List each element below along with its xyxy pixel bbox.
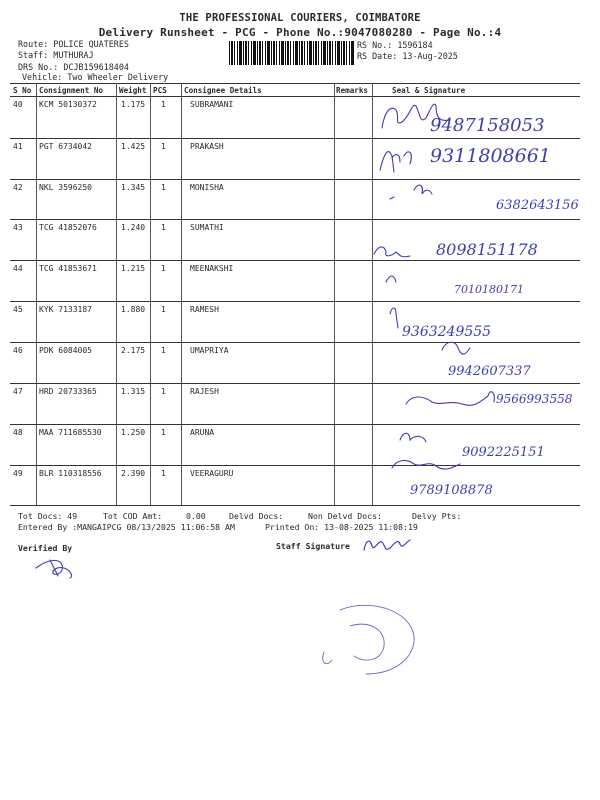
row-weight: 1.250	[121, 428, 146, 437]
row-weight: 2.175	[121, 346, 146, 355]
signature-phone: 9942607337	[448, 364, 531, 379]
barcode	[229, 41, 354, 65]
signature-phone: 9311808661	[430, 145, 551, 167]
verified-by-signature	[30, 552, 80, 582]
column-header-seal-signature: Seal & Signature	[392, 86, 466, 95]
row-sno: 48	[13, 428, 23, 437]
row-consignment-no: NKL 3596250	[39, 183, 92, 192]
signature-phone: 9487158053	[430, 115, 545, 136]
row-pcs: 1	[161, 100, 166, 109]
rs-date: RS Date: 13-Aug-2025	[357, 51, 458, 61]
row-sno: 41	[13, 142, 23, 151]
row-sno: 49	[13, 469, 23, 478]
row-consignee: SUMATHI	[190, 223, 224, 232]
row-pcs: 1	[161, 305, 166, 314]
staff-signature-label: Staff Signature	[276, 541, 350, 551]
row-pcs: 1	[161, 223, 166, 232]
signature-phone: 9789108878	[410, 483, 493, 498]
signature-scribbles	[370, 96, 580, 506]
row-pcs: 1	[161, 469, 166, 478]
row-pcs: 1	[161, 387, 166, 396]
company-title: THE PROFESSIONAL COURIERS, COIMBATORE	[179, 12, 421, 24]
row-weight: 2.390	[121, 469, 146, 478]
total-docs: Tot Docs: 49	[18, 511, 78, 521]
row-consignee: VEERAGURU	[190, 469, 234, 478]
row-sno: 42	[13, 183, 23, 192]
stamp-impression	[310, 600, 420, 680]
row-pcs: 1	[161, 346, 166, 355]
row-consignment-no: PDK 6084005	[39, 346, 92, 355]
delivered-docs: Delvd Docs:	[229, 511, 284, 521]
verified-by-label: Verified By	[18, 543, 73, 553]
column-header-pcs: PCS	[153, 86, 167, 95]
row-sno: 40	[13, 100, 23, 109]
row-sno: 47	[13, 387, 23, 396]
row-consignment-no: TCG 41853671	[39, 264, 97, 273]
column-header-consignee: Consignee Details	[184, 86, 262, 95]
row-weight: 1.880	[121, 305, 146, 314]
row-consignment-no: KCM 50130372	[39, 100, 97, 109]
non-delivered-docs: Non Delvd Docs:	[308, 511, 382, 521]
column-header-remarks: Remarks	[336, 86, 369, 95]
staff-label: Staff: MUTHURAJ	[18, 50, 94, 60]
row-consignment-no: MAA 711685530	[39, 428, 102, 437]
row-pcs: 1	[161, 142, 166, 151]
signature-phone: 9566993558	[496, 392, 573, 406]
row-pcs: 1	[161, 183, 166, 192]
row-weight: 1.175	[121, 100, 146, 109]
table-top-border	[10, 83, 580, 84]
signature-phone: 9363249555	[402, 324, 492, 340]
row-consignee: MONISHA	[190, 183, 224, 192]
signature-phone: 9092225151	[462, 445, 545, 460]
row-consignee: ARUNA	[190, 428, 215, 437]
row-consignment-no: KYK 7133187	[39, 305, 92, 314]
column-header-sno: S No	[13, 86, 32, 95]
delivery-points: Delvy Pts:	[412, 511, 462, 521]
row-consignee: SUBRAMANI	[190, 100, 234, 109]
row-pcs: 1	[161, 264, 166, 273]
vehicle-label: Vehicle: Two Wheeler Delivery	[22, 72, 169, 82]
runsheet-subtitle: Delivery Runsheet - PCG - Phone No.:9047080280 - Page No.:4	[98, 26, 502, 39]
row-weight: 1.240	[121, 223, 146, 232]
row-sno: 46	[13, 346, 23, 355]
row-consignee: RAMESH	[190, 305, 219, 314]
row-consignee: MEENAKSHI	[190, 264, 234, 273]
staff-signature-scribble	[360, 532, 416, 556]
row-consignment-no: BLR 110318556	[39, 469, 102, 478]
drs-number: DRS No.: DCJB159618404	[18, 62, 129, 72]
row-consignee: PRAKASH	[190, 142, 224, 151]
row-weight: 1.425	[121, 142, 146, 151]
row-weight: 1.215	[121, 264, 146, 273]
route-label: Route: POLICE QUATERES	[18, 39, 129, 49]
total-cod-label: Tot COD Amt:	[103, 511, 163, 521]
total-cod-value: 0.00	[186, 511, 206, 521]
signature-phone: 8098151178	[436, 240, 538, 259]
column-header-consignment: Consignment No	[39, 86, 104, 95]
entered-by: Entered By :MANGAIPCG 08/13/2025 11:06:58 AM	[18, 522, 235, 532]
rs-number: RS No.: 1596184	[357, 40, 433, 50]
row-consignment-no: HRD 20733365	[39, 387, 97, 396]
column-header-weight: Weight	[119, 86, 147, 95]
signature-phone: 6382643156	[496, 198, 579, 213]
row-consignee: UMAPRIYA	[190, 346, 229, 355]
printed-on: Printed On: 13-08-2025 11:08:19	[265, 522, 418, 532]
row-sno: 43	[13, 223, 23, 232]
row-pcs: 1	[161, 428, 166, 437]
row-consignee: RAJESH	[190, 387, 219, 396]
row-consignment-no: PGT 6734042	[39, 142, 92, 151]
row-sno: 45	[13, 305, 23, 314]
signature-phone: 7010180171	[454, 283, 524, 296]
row-weight: 1.315	[121, 387, 146, 396]
row-consignment-no: TCG 41852076	[39, 223, 97, 232]
row-sno: 44	[13, 264, 23, 273]
row-weight: 1.345	[121, 183, 146, 192]
